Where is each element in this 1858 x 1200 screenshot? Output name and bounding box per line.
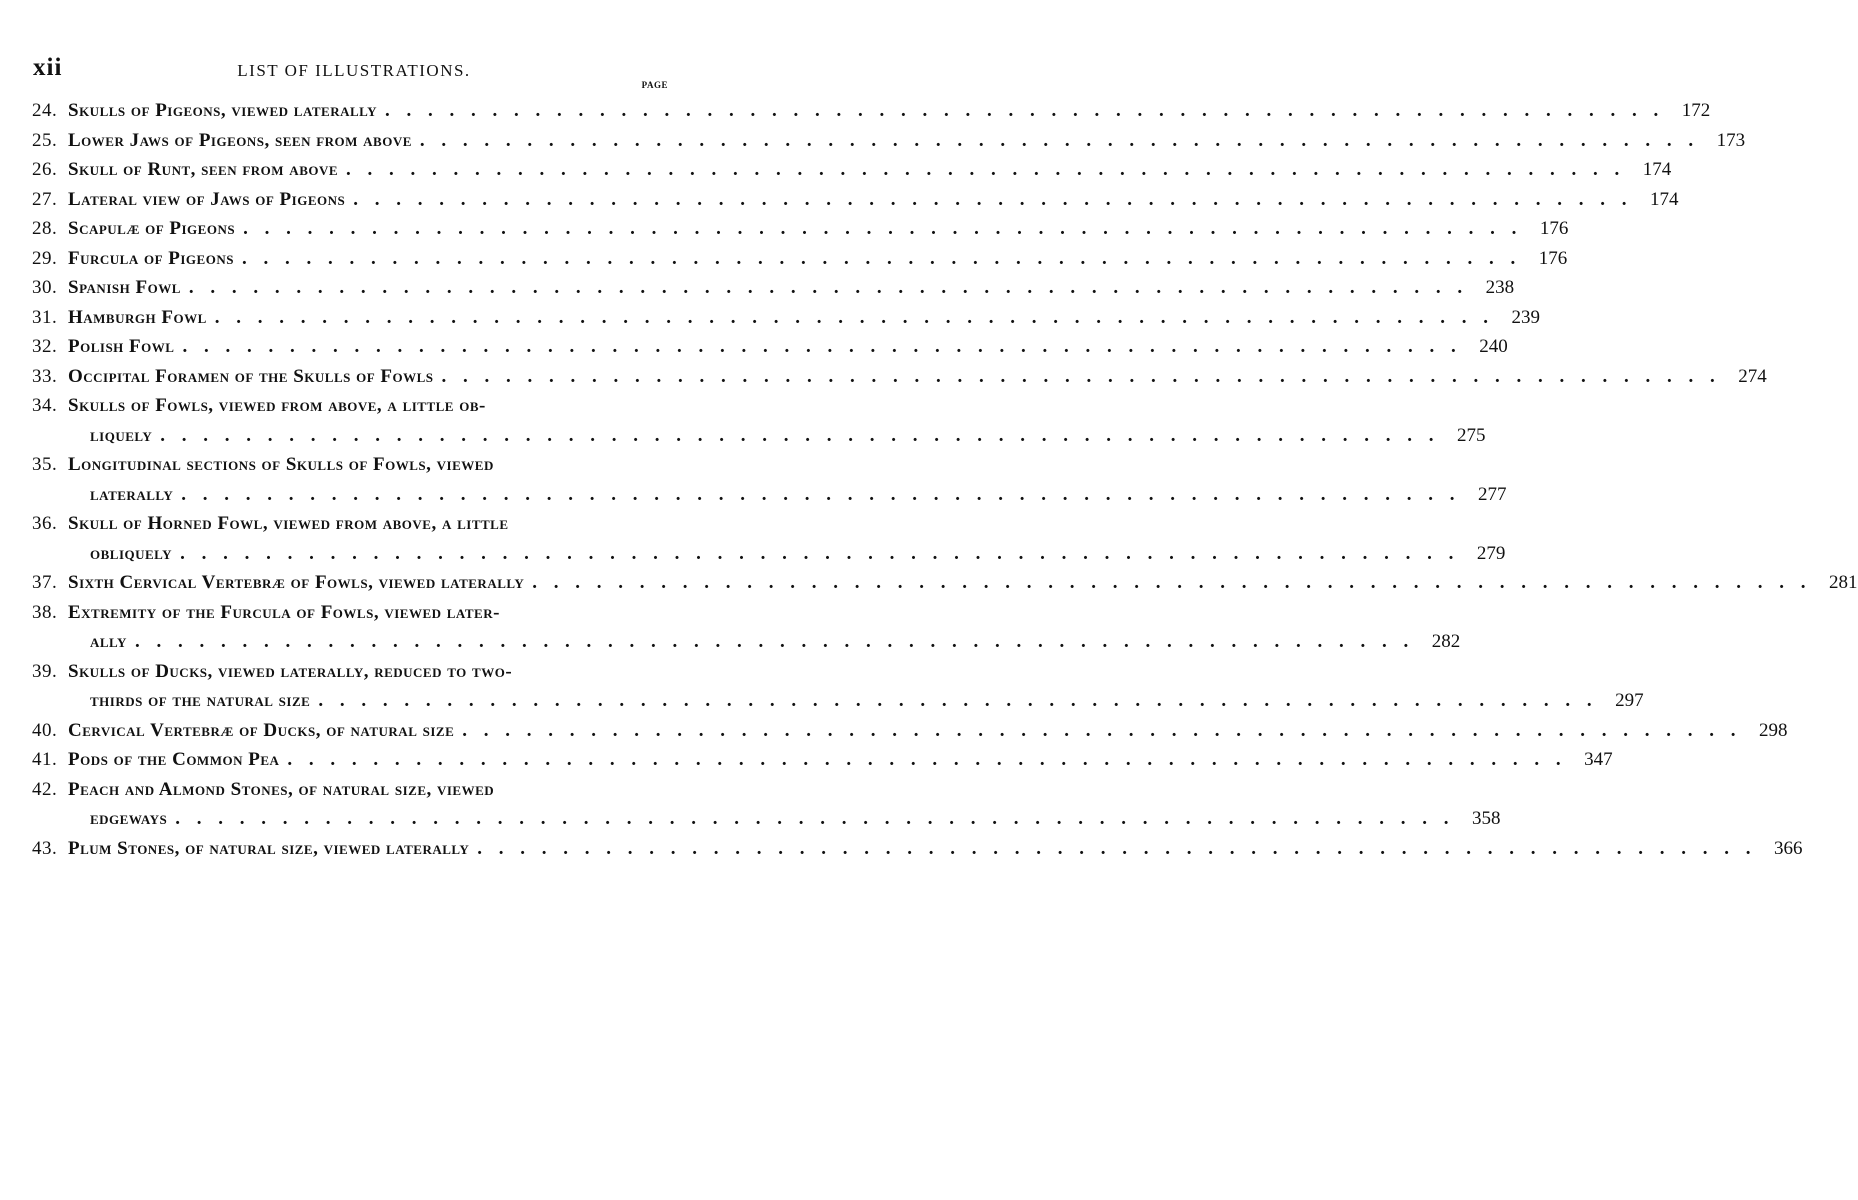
list-item	[32, 834, 1803, 864]
list-item	[32, 391, 672, 421]
figure-caption: Skulls of Pigeons, viewed laterally	[68, 100, 378, 121]
figure-number: 30.	[32, 277, 58, 298]
figure-caption: Skulls of Fowls, viewed from above, a little ob-	[68, 395, 486, 416]
figure-number: 36.	[32, 513, 58, 534]
figure-caption: liquely	[90, 424, 153, 446]
list-item	[32, 362, 1767, 392]
list-item	[32, 185, 1679, 215]
figure-caption: ally	[90, 631, 127, 652]
figure-number: 26.	[32, 159, 58, 180]
figure-caption: Longitudinal sections of Skulls of Fowls, viewed	[68, 454, 494, 475]
list-item	[32, 155, 1672, 185]
dot-leader	[279, 745, 1566, 775]
page-number: 279	[1476, 542, 1506, 564]
list-item	[32, 303, 1540, 333]
figure-caption: obliquely	[90, 542, 173, 564]
dot-leader	[152, 421, 1439, 451]
dot-leader	[234, 244, 1521, 274]
list-item	[32, 126, 1746, 156]
figure-caption: laterally	[90, 483, 174, 505]
figure-caption: Cervical Vertebræ of Ducks, of natural size	[68, 719, 455, 741]
page-number: 282	[1431, 631, 1461, 652]
figure-number: 34.	[32, 395, 58, 416]
dot-leader	[235, 214, 1522, 244]
list-item-continuation	[32, 686, 1644, 716]
figure-number: 41.	[32, 749, 58, 770]
figure-number: 33.	[32, 365, 58, 387]
page-number: 274	[1738, 365, 1767, 387]
list-item	[32, 244, 1568, 274]
dot-leader	[338, 155, 1625, 185]
dot-leader	[454, 716, 1741, 746]
figure-number: 25.	[32, 129, 58, 151]
list-item-continuation	[32, 480, 1507, 510]
page-number: 240	[1479, 336, 1508, 357]
figure-caption: edgeways	[90, 808, 168, 829]
list-item	[32, 450, 672, 480]
figure-number: 39.	[32, 660, 58, 682]
page-number: 277	[1478, 483, 1507, 505]
page-number: 173	[1716, 129, 1746, 151]
figure-caption: Occipital Foramen of the Skulls of Fowls	[68, 365, 434, 387]
figure-number: 40.	[32, 719, 58, 741]
page-number: 297	[1615, 690, 1644, 711]
figure-number: 29.	[32, 247, 58, 269]
list-item	[32, 745, 1613, 775]
figure-caption: Spanish Fowl	[68, 277, 181, 298]
figure-caption: Sixth Cervical Vertebræ of Fowls, viewed laterally	[68, 572, 525, 593]
figure-number: 24.	[32, 100, 58, 121]
list-item	[32, 214, 1569, 244]
figure-number: 32.	[32, 336, 58, 357]
page-number: 176	[1539, 218, 1569, 239]
figure-number: 38.	[32, 601, 58, 623]
dot-leader	[469, 834, 1756, 864]
figure-caption: Extremity of the Furcula of Fowls, viewed later-	[68, 601, 500, 623]
figure-caption: Plum Stones, of natural size, viewed laterally	[68, 837, 470, 859]
list-item	[32, 96, 1711, 126]
page-number: 176	[1538, 247, 1568, 269]
page-number: 238	[1485, 277, 1515, 298]
list-item	[32, 332, 1508, 362]
figure-caption: Lateral view of Jaws of Pigeons	[68, 188, 346, 210]
dot-leader	[434, 362, 1721, 392]
dot-leader	[167, 804, 1454, 834]
figure-number: 27.	[32, 188, 58, 210]
page-number: 174	[1649, 188, 1679, 210]
page-number: 347	[1584, 749, 1613, 770]
page-number: 358	[1471, 808, 1501, 829]
page-number: 281	[1829, 572, 1858, 593]
figure-caption: Pods of the Common Pea	[68, 749, 280, 770]
figure-number: 28.	[32, 218, 58, 239]
figure-number: 42.	[32, 778, 58, 800]
running-title: LIST OF ILLUSTRATIONS.	[237, 61, 471, 80]
dot-leader	[345, 185, 1632, 215]
figure-number: 31.	[32, 306, 58, 328]
dot-leader	[173, 480, 1460, 510]
dot-leader	[310, 686, 1597, 716]
dot-leader	[207, 303, 1494, 333]
page-column-label: PAGE	[641, 80, 668, 90]
figure-number: 35.	[32, 454, 58, 475]
page-number: 275	[1457, 424, 1486, 446]
figure-caption: Furcula of Pigeons	[68, 247, 234, 269]
list-item-continuation	[32, 627, 1461, 657]
figure-number: 43.	[32, 837, 58, 859]
illustrations-list	[32, 96, 1858, 863]
dot-leader	[524, 568, 1811, 598]
list-item-continuation	[32, 421, 1486, 451]
dot-leader	[377, 96, 1664, 126]
list-item	[32, 273, 1515, 303]
figure-caption: Lower Jaws of Pigeons, seen from above	[68, 129, 412, 151]
dot-leader	[127, 627, 1414, 657]
figure-number: 37.	[32, 572, 58, 593]
figure-caption: Hamburgh Fowl	[68, 306, 207, 328]
dot-leader	[172, 539, 1459, 569]
figure-caption: Scapulæ of Pigeons	[68, 218, 236, 239]
list-item	[32, 716, 1788, 746]
figure-caption: Peach and Almond Stones, of natural size, viewed	[68, 778, 495, 800]
page-number: 172	[1681, 100, 1711, 121]
page-number: 174	[1642, 159, 1672, 180]
list-item	[32, 598, 672, 628]
figure-caption: Skull of Runt, seen from above	[68, 159, 339, 180]
folio-number: xii	[33, 54, 63, 81]
list-item	[32, 509, 672, 539]
list-item	[32, 568, 1858, 598]
dot-leader	[181, 273, 1468, 303]
figure-caption: Polish Fowl	[68, 336, 175, 357]
list-item	[32, 775, 672, 805]
page-number: 239	[1511, 306, 1540, 328]
list-item	[32, 657, 672, 687]
page-number: 298	[1759, 719, 1788, 741]
list-item-continuation	[32, 804, 1501, 834]
dot-leader	[412, 126, 1699, 156]
figure-caption: Skull of Horned Fowl, viewed from above, a little	[68, 513, 509, 534]
figure-caption: thirds of the natural size	[90, 690, 311, 711]
list-item-continuation	[32, 539, 1506, 569]
dot-leader	[174, 332, 1461, 362]
page-number: 366	[1774, 837, 1803, 859]
figure-caption: Skulls of Ducks, viewed laterally, reduced to two-	[68, 660, 513, 682]
